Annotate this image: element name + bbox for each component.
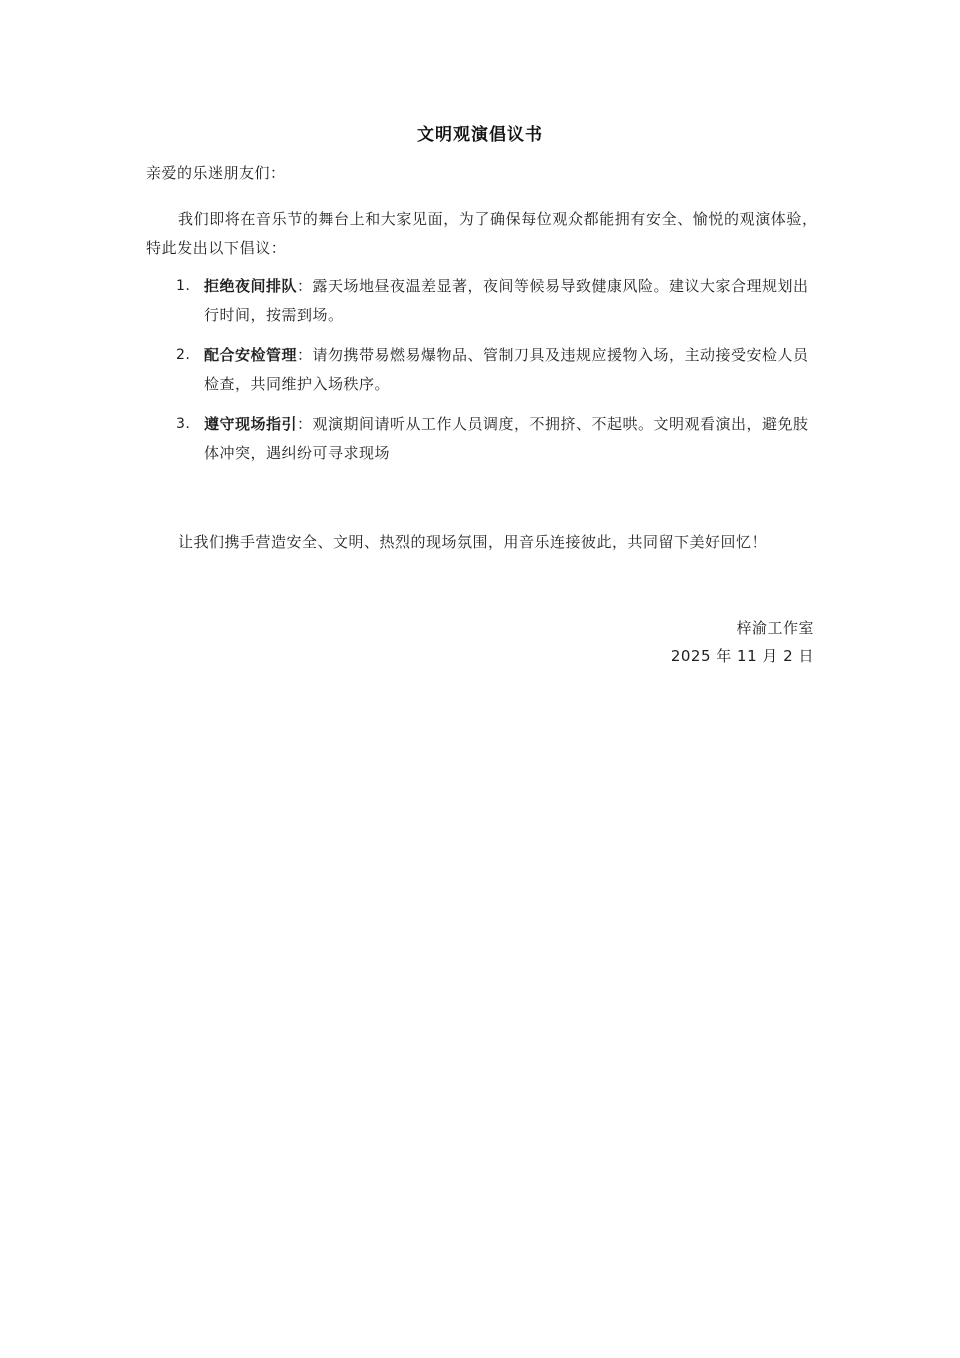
closing-paragraph: 让我们携手营造安全、文明、热烈的现场氛围，用音乐连接彼此，共同留下美好回忆！ bbox=[178, 533, 768, 551]
signature-org: 梓渝工作室 bbox=[736, 619, 814, 637]
proposal-item bbox=[176, 272, 818, 330]
proposal-item bbox=[176, 410, 818, 468]
signature-block bbox=[671, 614, 814, 670]
item-number: 1. bbox=[176, 278, 191, 294]
signature-date: 2025 年 11 月 2 日 bbox=[670, 647, 814, 665]
item-heading: 拒绝夜间排队 bbox=[204, 277, 298, 295]
proposal-item bbox=[176, 341, 818, 399]
document-title: 文明观演倡议书 bbox=[417, 125, 543, 145]
intro-paragraph: 我们即将在音乐节的舞台上和大家见面，为了确保每位观众都能拥有安全、愉悦的观演体验，特此发出以下倡议： bbox=[146, 210, 818, 257]
item-number: 3. bbox=[176, 416, 191, 432]
item-heading: 遵守现场指引 bbox=[204, 415, 298, 433]
proposal-list bbox=[176, 272, 818, 479]
item-heading: 配合安检管理 bbox=[204, 346, 298, 364]
item-text: ：观演期间请听从工作人员调度，不拥挤、不起哄。文明观看演出，避免肢体冲突，遇纠纷可寻求现场 bbox=[204, 415, 809, 462]
item-text: ：请勿携带易燃易爆物品、管制刀具及违规应援物入场，主动接受安检人员检查，共同维护入场秩序。 bbox=[204, 346, 809, 393]
item-number: 2. bbox=[176, 347, 191, 363]
item-text: ：露天场地昼夜温差显著，夜间等候易导致健康风险。建议大家合理规划出行时间，按需到场。 bbox=[204, 277, 809, 324]
salutation: 亲爱的乐迷朋友们： bbox=[146, 164, 286, 182]
